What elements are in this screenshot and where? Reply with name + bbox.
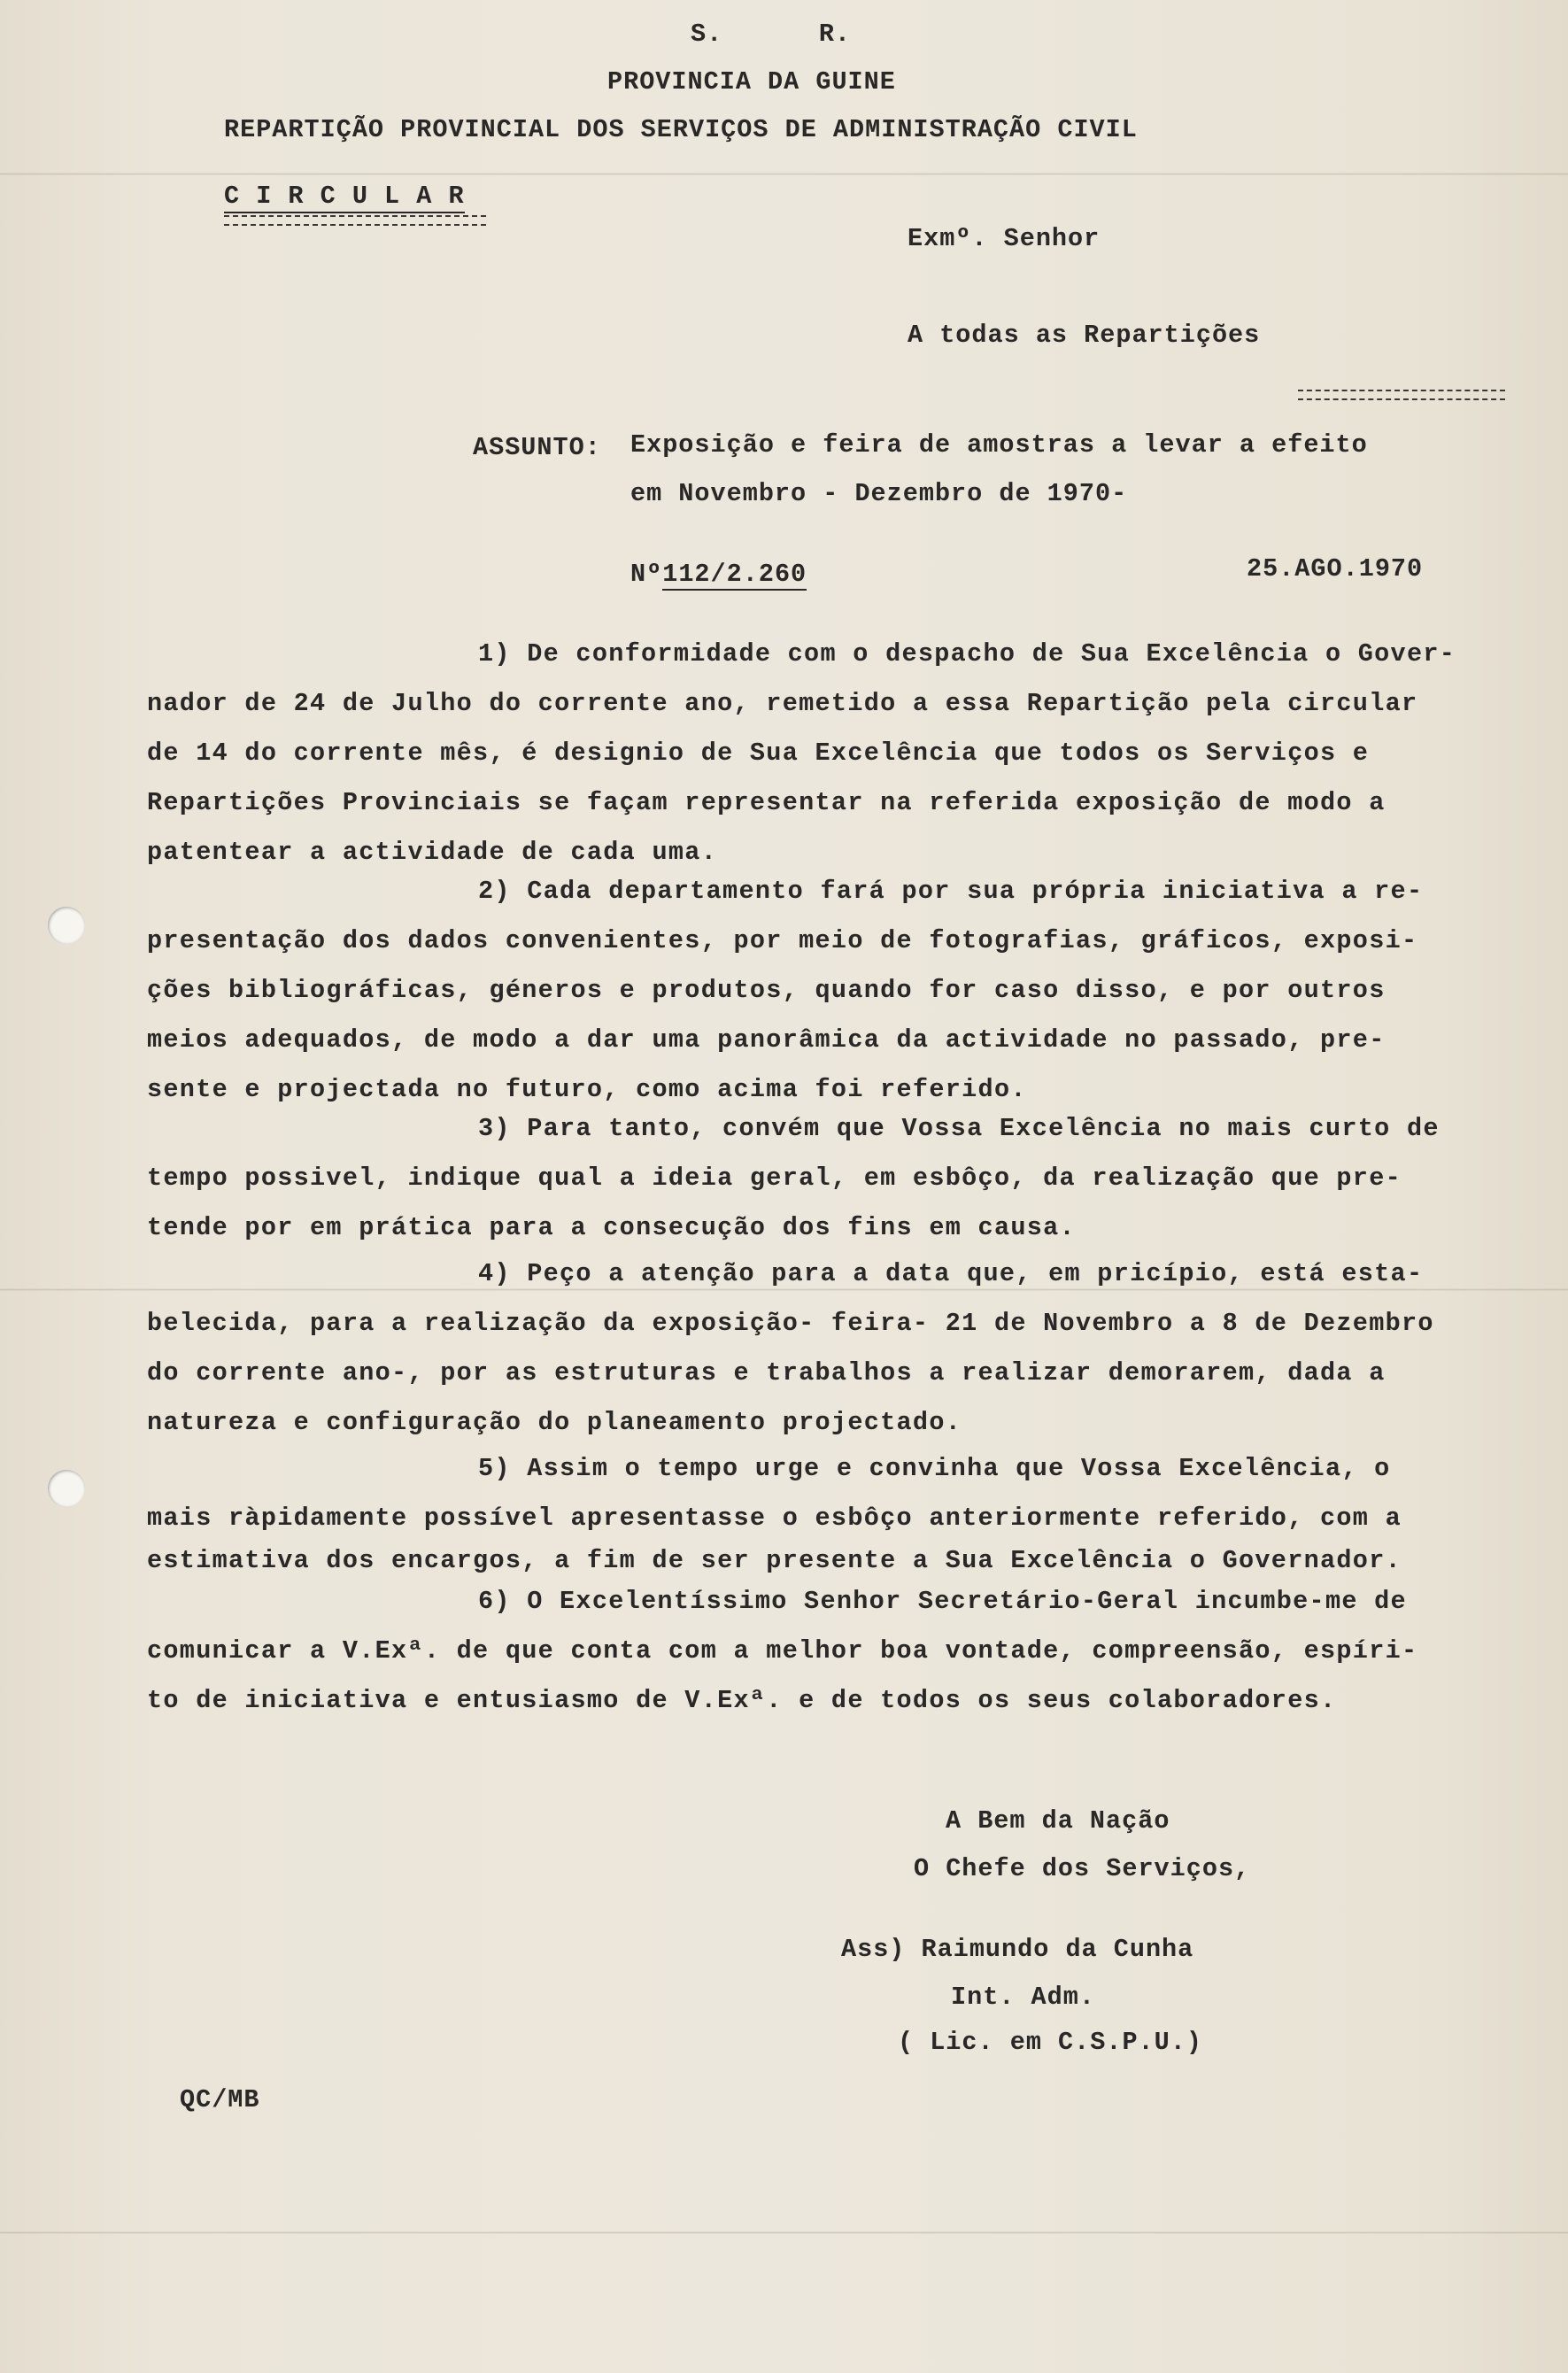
salutation: Exmº. Senhor [908,224,1101,253]
body-line: to de iniciativa e entusiasmo de V.Exª. e de todos os seus colaboradores. [147,1686,1337,1715]
reference-date: 25.AGO.1970 [1247,554,1424,584]
signature-line: Ass) Raimundo da Cunha [841,1935,1194,1964]
body-line: do corrente ano-, por as estruturas e trabalhos a realizar demorarem, dada a [147,1358,1386,1387]
subject-line-2: em Novembro - Dezembro de 1970- [630,479,1128,508]
top-mark: S. R. [691,19,852,49]
body-line: 6) O Excelentíssimo Senhor Secretário-Geral incumbe-me de [478,1587,1407,1616]
punch-hole-icon [48,1470,85,1507]
body-line: 1) De conformidade com o despacho de Sua Excelência o Gover- [478,639,1456,669]
subject-line-1: Exposição e feira de amostras a levar a efeito [630,430,1368,460]
department-heading: REPARTIÇÃO PROVINCIAL DOS SERVIÇOS DE ADMINISTRAÇÃO CIVIL [224,115,1138,144]
body-line: comunicar a V.Exª. de que conta com a melhor boa vontade, compreensão, espíri- [147,1636,1418,1666]
body-line: tempo possivel, indique qual a ideia geral, em esbôço, da realização que pre- [147,1163,1402,1193]
body-line: mais ràpidamente possível apresentasse o esbôço anteriormente referido, com a [147,1503,1402,1533]
signatory-title: Int. Adm. [951,1983,1095,2012]
subject-label: ASSUNTO: [473,433,601,462]
punch-hole-icon [48,907,85,944]
reference-number-prefix: Nº [630,560,663,589]
recipient: A todas as Repartições [908,321,1261,350]
body-line: tende por em prática para a consecução dos fins em causa. [147,1213,1076,1242]
body-line: 3) Para tanto, convém que Vossa Excelência no mais curto de [478,1114,1440,1143]
body-line: belecida, para a realização da exposição- feira- 21 de Novembro a 8 de Dezembro [147,1309,1434,1338]
paper-fold-line [0,173,1568,175]
circular-double-rule [224,215,486,226]
body-line: de 14 do corrente mês, é designio de Sua Excelência que todos os Serviços e [147,738,1370,768]
paper-fold-line [0,2231,1568,2234]
closing-line-1: A Bem da Nação [946,1806,1170,1836]
body-line: 5) Assim o tempo urge e convinha que Vossa Excelência, o [478,1454,1391,1483]
closing-line-2: O Chefe dos Serviços, [914,1854,1251,1883]
circular-heading: C I R C U L A R [224,182,465,213]
body-line: 4) Peço a atenção para a data que, em pricípio, está esta- [478,1259,1424,1288]
body-line: nador de 24 de Julho do corrente ano, remetido a essa Repartição pela circular [147,689,1418,718]
recipient-double-rule [1298,390,1505,400]
body-line: Repartições Provinciais se façam representar na referida exposição de modo a [147,788,1386,817]
body-line: 2) Cada departamento fará por sua própria iniciativa a re- [478,877,1424,906]
body-line: presentação dos dados convenientes, por meio de fotografias, gráficos, exposi- [147,926,1418,955]
body-line: sente e projectada no futuro, como acima foi referido. [147,1075,1027,1104]
body-line: patentear a actividade de cada uma. [147,838,718,867]
body-line: ções bibliográficas, géneros e produtos, quando for caso disso, e por outros [147,976,1386,1005]
body-line: natureza e configuração do planeamento projectado. [147,1408,962,1437]
province-heading: PROVINCIA DA GUINE [607,67,896,97]
reference-number-value: 112/2.260 [662,560,807,589]
typist-initials: QC/MB [180,2085,260,2114]
body-line: meios adequados, de modo a dar uma panorâmica da actividade no passado, pre- [147,1025,1386,1055]
signatory-qualification: ( Lic. em C.S.P.U.) [898,2028,1202,2057]
reference-number [630,560,807,590]
body-line: estimativa dos encargos, a fim de ser presente a Sua Excelência o Governador. [147,1546,1402,1575]
